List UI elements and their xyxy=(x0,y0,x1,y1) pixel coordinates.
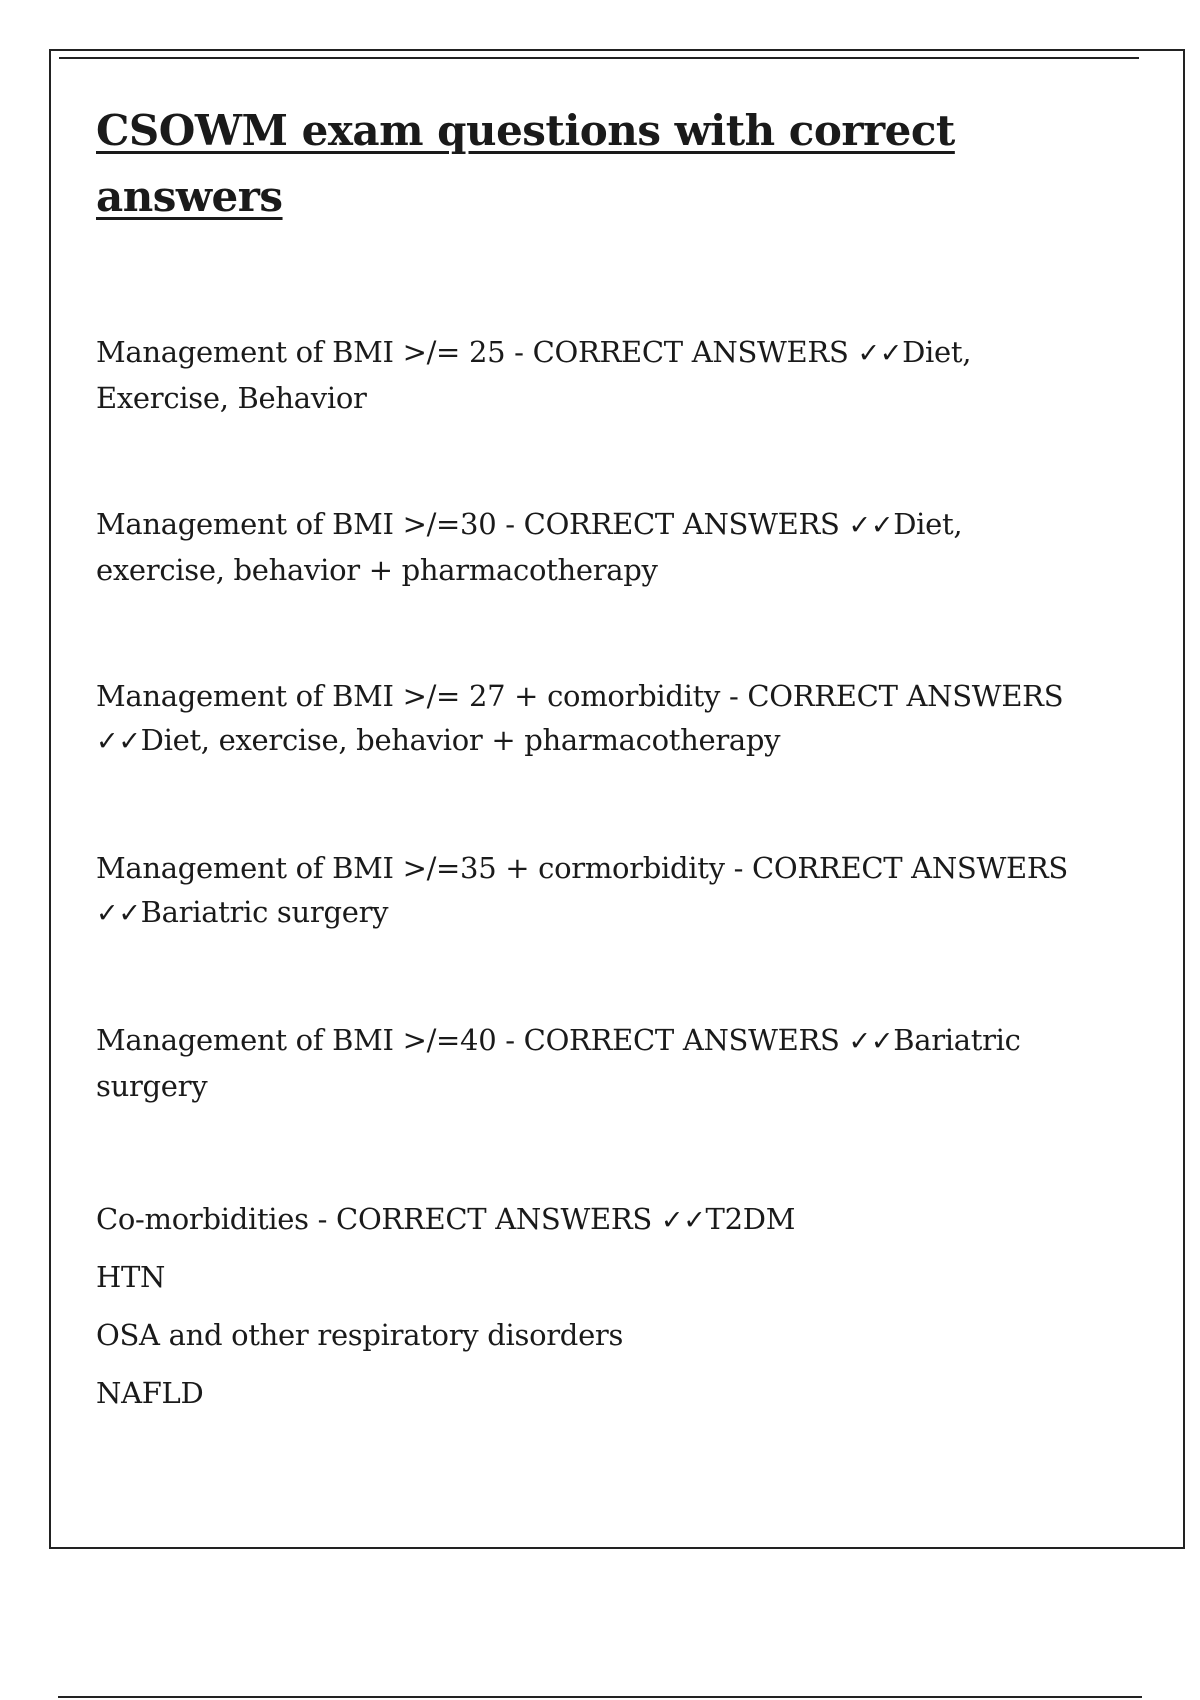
qa-item xyxy=(96,846,1076,936)
double-check-icon: ✓✓ xyxy=(660,1205,706,1236)
answer-text: Bariatric surgery xyxy=(96,1023,1021,1103)
qa-item xyxy=(96,674,1076,764)
double-check-icon: ✓✓ xyxy=(96,726,141,757)
question-text: Management of BMI >/= 25 - CORRECT ANSWERS xyxy=(96,335,858,369)
qa-item xyxy=(96,502,1076,592)
answer-text: Diet, exercise, behavior + pharmacotherapy xyxy=(96,507,963,587)
answer-line: NAFLD xyxy=(96,1376,204,1410)
qa-item xyxy=(96,330,1076,420)
answer-text: Diet, exercise, behavior + pharmacotherapy xyxy=(140,723,781,757)
qa-item xyxy=(96,1190,1076,1422)
document-title: CSOWM exam questions with correct answers xyxy=(96,106,955,221)
double-check-icon: ✓✓ xyxy=(848,1026,894,1057)
document-body xyxy=(96,98,1076,1422)
bottom-rule xyxy=(58,1696,1142,1698)
answer-text: Diet, Exercise, Behavior xyxy=(96,335,972,415)
answer-text: Bariatric surgery xyxy=(140,895,389,929)
qa-item xyxy=(96,1018,1076,1108)
answer-line: HTN xyxy=(96,1260,166,1294)
answer-line: OSA and other respiratory disorders xyxy=(96,1318,624,1352)
double-check-icon: ✓✓ xyxy=(848,510,894,541)
question-text: Management of BMI >/=40 - CORRECT ANSWERS xyxy=(96,1023,849,1057)
top-rule xyxy=(59,57,1139,59)
double-check-icon: ✓✓ xyxy=(857,338,903,369)
question-text: Co-morbidities - CORRECT ANSWERS xyxy=(96,1202,661,1236)
question-text: Management of BMI >/=35 + cormorbidity - CORRECT ANSWERS xyxy=(96,851,1068,885)
question-text: Management of BMI >/=30 - CORRECT ANSWERS xyxy=(96,507,849,541)
double-check-icon: ✓✓ xyxy=(96,898,141,929)
answer-line: T2DM xyxy=(705,1202,796,1236)
question-text: Management of BMI >/= 27 + comorbidity - CORRECT ANSWERS xyxy=(96,679,1064,713)
qa-list xyxy=(96,330,1076,1422)
